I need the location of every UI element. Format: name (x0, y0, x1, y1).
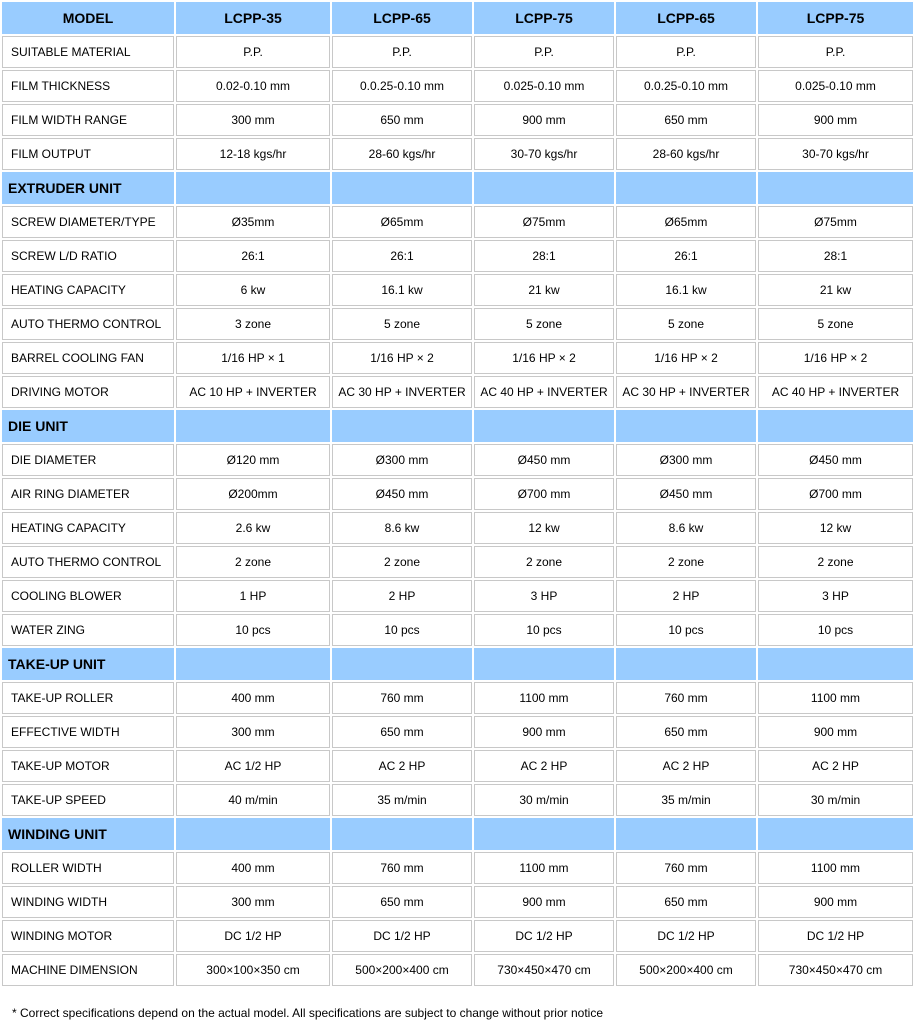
spec-label: FILM OUTPUT (2, 138, 174, 170)
spec-value: 1100 mm (474, 852, 614, 884)
spec-value: 10 pcs (474, 614, 614, 646)
spec-value: 28-60 kgs/hr (616, 138, 756, 170)
spec-row (2, 750, 913, 782)
section-filler-cell (758, 410, 913, 442)
section-filler-cell (332, 172, 472, 204)
spec-value: 650 mm (332, 716, 472, 748)
spec-value: 2 zone (474, 546, 614, 578)
spec-value: Ø450 mm (474, 444, 614, 476)
spec-label: TAKE-UP ROLLER (2, 682, 174, 714)
header-model: LCPP-75 (474, 2, 614, 34)
spec-label: DRIVING MOTOR (2, 376, 174, 408)
spec-value: 730×450×470 cm (758, 954, 913, 986)
spec-label: DIE DIAMETER (2, 444, 174, 476)
spec-value: 400 mm (176, 852, 330, 884)
spec-value: 40 m/min (176, 784, 330, 816)
section-filler-cell (176, 818, 330, 850)
spec-value: AC 2 HP (758, 750, 913, 782)
spec-value: 8.6 kw (616, 512, 756, 544)
spec-value: Ø450 mm (332, 478, 472, 510)
spec-value: 2 HP (616, 580, 756, 612)
spec-row (2, 376, 913, 408)
spec-value: 6 kw (176, 274, 330, 306)
spec-value: 35 m/min (332, 784, 472, 816)
spec-label: WINDING MOTOR (2, 920, 174, 952)
spec-value: 5 zone (474, 308, 614, 340)
spec-value: AC 40 HP + INVERTER (474, 376, 614, 408)
header-model: LCPP-65 (332, 2, 472, 34)
section-filler-cell (616, 172, 756, 204)
spec-value: 0.025-0.10 mm (474, 70, 614, 102)
section-filler-cell (474, 818, 614, 850)
section-filler-cell (332, 410, 472, 442)
spec-label: FILM WIDTH RANGE (2, 104, 174, 136)
spec-value: 0.02-0.10 mm (176, 70, 330, 102)
section-filler-cell (176, 172, 330, 204)
spec-value: DC 1/2 HP (332, 920, 472, 952)
spec-value: 12 kw (758, 512, 913, 544)
section-filler-cell (176, 648, 330, 680)
spec-value: 2 zone (176, 546, 330, 578)
spec-value: 21 kw (474, 274, 614, 306)
header-row (2, 2, 913, 34)
spec-value: 1100 mm (474, 682, 614, 714)
spec-label: ROLLER WIDTH (2, 852, 174, 884)
spec-row (2, 852, 913, 884)
spec-value: 16.1 kw (616, 274, 756, 306)
header-label: MODEL (2, 2, 174, 34)
spec-row (2, 70, 913, 102)
spec-value: 900 mm (474, 104, 614, 136)
spec-row (2, 104, 913, 136)
spec-value: 1/16 HP × 1 (176, 342, 330, 374)
spec-label: WATER ZING (2, 614, 174, 646)
section-filler-cell (758, 818, 913, 850)
spec-row (2, 240, 913, 272)
spec-row (2, 206, 913, 238)
spec-value: DC 1/2 HP (616, 920, 756, 952)
spec-row (2, 886, 913, 918)
spec-value: 3 zone (176, 308, 330, 340)
spec-value: 730×450×470 cm (474, 954, 614, 986)
section-title: EXTRUDER UNIT (2, 172, 174, 204)
spec-value: 760 mm (616, 682, 756, 714)
spec-row (2, 682, 913, 714)
spec-value: 1/16 HP × 2 (332, 342, 472, 374)
spec-value: P.P. (474, 36, 614, 68)
spec-label: TAKE-UP MOTOR (2, 750, 174, 782)
spec-value: 0.0.25-0.10 mm (616, 70, 756, 102)
spec-value: 30-70 kgs/hr (474, 138, 614, 170)
spec-value: 10 pcs (176, 614, 330, 646)
spec-value: 760 mm (332, 852, 472, 884)
spec-value: 21 kw (758, 274, 913, 306)
section-filler-cell (474, 172, 614, 204)
section-filler-cell (616, 648, 756, 680)
spec-value: 650 mm (332, 104, 472, 136)
spec-label: SCREW L/D RATIO (2, 240, 174, 272)
spec-row (2, 478, 913, 510)
spec-value: 28:1 (474, 240, 614, 272)
section-filler-cell (758, 648, 913, 680)
section-filler-cell (332, 818, 472, 850)
spec-row (2, 580, 913, 612)
spec-row (2, 954, 913, 986)
spec-value: AC 30 HP + INVERTER (332, 376, 472, 408)
spec-value: Ø450 mm (758, 444, 913, 476)
spec-value: Ø65mm (616, 206, 756, 238)
spec-value: 650 mm (616, 104, 756, 136)
spec-label: FILM THICKNESS (2, 70, 174, 102)
spec-value: 2 zone (616, 546, 756, 578)
spec-value: AC 1/2 HP (176, 750, 330, 782)
spec-value: 5 zone (758, 308, 913, 340)
spec-value: AC 10 HP + INVERTER (176, 376, 330, 408)
spec-value: 0.025-0.10 mm (758, 70, 913, 102)
spec-label: TAKE-UP SPEED (2, 784, 174, 816)
spec-value: Ø65mm (332, 206, 472, 238)
section-title: WINDING UNIT (2, 818, 174, 850)
spec-value: 30 m/min (474, 784, 614, 816)
spec-value: 2.6 kw (176, 512, 330, 544)
spec-value: Ø300 mm (332, 444, 472, 476)
spec-value: 1/16 HP × 2 (474, 342, 614, 374)
spec-value: 1100 mm (758, 852, 913, 884)
spec-value: 10 pcs (332, 614, 472, 646)
spec-value: Ø200mm (176, 478, 330, 510)
spec-label: EFFECTIVE WIDTH (2, 716, 174, 748)
spec-value: 0.0.25-0.10 mm (332, 70, 472, 102)
header-model: LCPP-35 (176, 2, 330, 34)
section-header-row (2, 648, 913, 680)
spec-value: 500×200×400 cm (332, 954, 472, 986)
spec-value: P.P. (176, 36, 330, 68)
spec-value: 650 mm (616, 886, 756, 918)
spec-value: 500×200×400 cm (616, 954, 756, 986)
spec-value: 300×100×350 cm (176, 954, 330, 986)
spec-value: Ø35mm (176, 206, 330, 238)
header-model: LCPP-75 (758, 2, 913, 34)
spec-value: 3 HP (758, 580, 913, 612)
spec-label: AIR RING DIAMETER (2, 478, 174, 510)
spec-value: 1/16 HP × 2 (758, 342, 913, 374)
spec-row (2, 920, 913, 952)
spec-value: 2 HP (332, 580, 472, 612)
spec-value: Ø75mm (474, 206, 614, 238)
spec-label: HEATING CAPACITY (2, 274, 174, 306)
spec-label: BARREL COOLING FAN (2, 342, 174, 374)
spec-value: 760 mm (616, 852, 756, 884)
spec-value: 900 mm (758, 716, 913, 748)
spec-value: 900 mm (758, 104, 913, 136)
spec-value: 10 pcs (758, 614, 913, 646)
section-filler-cell (176, 410, 330, 442)
spec-value: 760 mm (332, 682, 472, 714)
spec-value: 16.1 kw (332, 274, 472, 306)
spec-row (2, 444, 913, 476)
spec-value: 2 zone (332, 546, 472, 578)
spec-value: 400 mm (176, 682, 330, 714)
spec-value: Ø75mm (758, 206, 913, 238)
spec-label: COOLING BLOWER (2, 580, 174, 612)
spec-row (2, 512, 913, 544)
spec-value: P.P. (332, 36, 472, 68)
section-title: DIE UNIT (2, 410, 174, 442)
spec-label: HEATING CAPACITY (2, 512, 174, 544)
spec-value: 12-18 kgs/hr (176, 138, 330, 170)
footnote: * Correct specifications depend on the actual model. All specifications are subject to change without prior notice (12, 1006, 603, 1020)
spec-row (2, 138, 913, 170)
spec-value: 35 m/min (616, 784, 756, 816)
spec-row (2, 614, 913, 646)
section-filler-cell (758, 172, 913, 204)
spec-value: 26:1 (332, 240, 472, 272)
section-filler-cell (616, 818, 756, 850)
header-model: LCPP-65 (616, 2, 756, 34)
spec-value: 28-60 kgs/hr (332, 138, 472, 170)
spec-value: P.P. (758, 36, 913, 68)
spec-value: AC 2 HP (616, 750, 756, 782)
spec-value: Ø450 mm (616, 478, 756, 510)
spec-value: 8.6 kw (332, 512, 472, 544)
section-header-row (2, 818, 913, 850)
spec-value: DC 1/2 HP (758, 920, 913, 952)
spec-value: 1/16 HP × 2 (616, 342, 756, 374)
spec-value: 3 HP (474, 580, 614, 612)
spec-row (2, 274, 913, 306)
spec-value: 900 mm (474, 886, 614, 918)
spec-value: P.P. (616, 36, 756, 68)
section-header-row (2, 172, 913, 204)
spec-value: DC 1/2 HP (176, 920, 330, 952)
spec-value: 10 pcs (616, 614, 756, 646)
section-header-row (2, 410, 913, 442)
spec-value: 300 mm (176, 104, 330, 136)
spec-value: Ø700 mm (758, 478, 913, 510)
spec-value: 300 mm (176, 886, 330, 918)
spec-row (2, 784, 913, 816)
spec-value: 900 mm (758, 886, 913, 918)
spec-value: 5 zone (332, 308, 472, 340)
spec-row (2, 36, 913, 68)
section-filler-cell (332, 648, 472, 680)
spec-label: WINDING WIDTH (2, 886, 174, 918)
spec-value: 30-70 kgs/hr (758, 138, 913, 170)
section-filler-cell (616, 410, 756, 442)
spec-value: 1 HP (176, 580, 330, 612)
spec-value: AC 2 HP (474, 750, 614, 782)
spec-row (2, 342, 913, 374)
spec-value: AC 40 HP + INVERTER (758, 376, 913, 408)
spec-value: Ø300 mm (616, 444, 756, 476)
spec-row (2, 546, 913, 578)
spec-label: AUTO THERMO CONTROL (2, 308, 174, 340)
spec-row (2, 716, 913, 748)
spec-value: AC 30 HP + INVERTER (616, 376, 756, 408)
spec-value: 26:1 (176, 240, 330, 272)
section-filler-cell (474, 410, 614, 442)
spec-value: Ø700 mm (474, 478, 614, 510)
spec-label: MACHINE DIMENSION (2, 954, 174, 986)
spec-label: SCREW DIAMETER/TYPE (2, 206, 174, 238)
spec-value: 1100 mm (758, 682, 913, 714)
spec-value: 2 zone (758, 546, 913, 578)
section-filler-cell (474, 648, 614, 680)
spec-value: 26:1 (616, 240, 756, 272)
spec-value: Ø120 mm (176, 444, 330, 476)
spec-value: 300 mm (176, 716, 330, 748)
spec-value: DC 1/2 HP (474, 920, 614, 952)
spec-value: 650 mm (616, 716, 756, 748)
spec-label: SUITABLE MATERIAL (2, 36, 174, 68)
spec-value: 12 kw (474, 512, 614, 544)
spec-value: 650 mm (332, 886, 472, 918)
spec-value: 28:1 (758, 240, 913, 272)
section-title: TAKE-UP UNIT (2, 648, 174, 680)
spec-label: AUTO THERMO CONTROL (2, 546, 174, 578)
spec-value: 900 mm (474, 716, 614, 748)
spec-value: AC 2 HP (332, 750, 472, 782)
spec-row (2, 308, 913, 340)
spec-value: 30 m/min (758, 784, 913, 816)
spec-value: 5 zone (616, 308, 756, 340)
